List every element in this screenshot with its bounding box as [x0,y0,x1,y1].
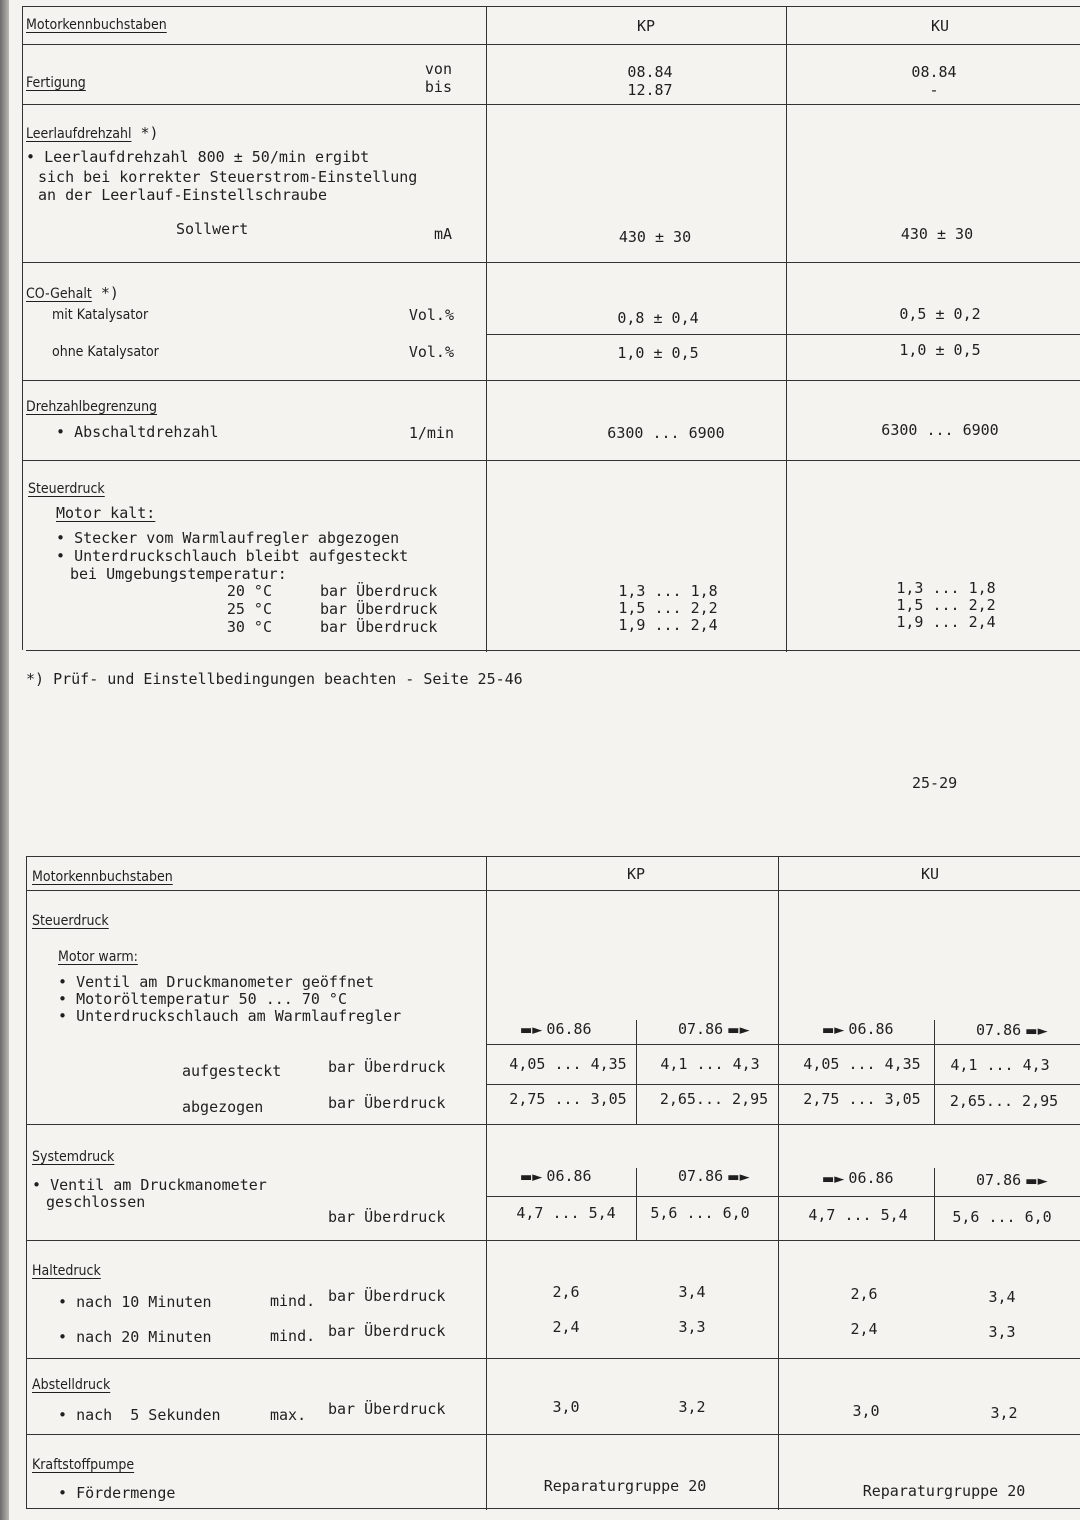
abstelldruck-row-1: nach 5 Sekunden [76,1406,221,1424]
label-bis: bis [424,78,452,96]
table-line [26,650,1080,651]
table-line [486,6,487,652]
value-ku-auf-before: 4,05 ... 4,35 [803,1055,921,1073]
bullet-icon: • [58,990,77,1008]
table-line [26,1124,1080,1125]
unit-bar: bar Überdruck [328,1400,446,1418]
value-ku-30: 1,9 ... 2,4 [896,613,996,631]
warm-bullet-1: Ventil am Druckmanometer geöffnet [76,973,375,991]
table-line [786,6,787,652]
bullet-icon: • [58,1328,77,1346]
unit-bar: bar Überdruck [328,1322,446,1340]
date-after: 07.86 [678,1020,724,1038]
date-after: 07.86 [678,1167,724,1185]
table-line [636,1168,637,1240]
section-label-drehzahl: Drehzahlbegrenzung [26,399,158,415]
value-kp-abstell-after: 3,2 [678,1398,706,1416]
header-label: Motorkennbuchstaben [32,869,173,885]
value-ku-25: 1,5 ... 2,2 [896,596,996,614]
section-label-kraftstoffpumpe: Kraftstoffpumpe [32,1457,135,1473]
bullet-text [26,148,369,166]
table-line [22,6,23,650]
value-ku-auf-after: 4,1 ... 4,3 [950,1056,1050,1074]
value-ku-drehzahl: 6300 ... 6900 [881,421,999,439]
steuerdruck-bullet-2: Unterdruckschlauch bleibt aufgesteckt [74,547,409,565]
systemdruck-line-2: geschlossen [46,1193,146,1211]
label-max: max. [270,1406,307,1424]
page-number: 25-29 [912,774,958,792]
bullet-icon: • [32,1176,51,1194]
unit-bar: bar Überdruck [320,618,438,636]
date-after: 07.86 [976,1021,1022,1039]
label-motor-warm: Motor warm: [58,949,138,965]
value-ku-abstell-before: 3,0 [852,1402,880,1420]
arrow-right-icon: ▬► [1021,1174,1048,1189]
label-foerdermenge: Fördermenge [76,1484,176,1502]
bullet-text [32,1176,267,1194]
table-line [26,1434,1080,1435]
value-ku-mit: 0,5 ± 0,2 [899,305,981,323]
value-ku-von: 08.84 [911,63,957,81]
footnote: *) Prüf- und Einstellbedingungen beachten - Seite 25-46 [26,670,523,688]
haltedruck-row-2: nach 20 Minuten [76,1328,212,1346]
value-kp-abstell-before: 3,0 [552,1398,580,1416]
value-kp-ab-after: 2,65... 2,95 [659,1090,769,1108]
value-ku-leerlauf: 430 ± 30 [900,225,974,243]
value-kp-drehzahl: 6300 ... 6900 [607,424,725,442]
table-line [26,856,1080,857]
page-binding-edge [0,0,9,1520]
unit-bar: bar Überdruck [320,600,438,618]
value-kp-auf-before: 4,05 ... 4,35 [509,1055,627,1073]
value-ku-bis: - [929,81,939,99]
bullet-text [58,1007,401,1025]
bullet-text [56,547,408,565]
arrow-right-icon: ▬► [520,1170,547,1185]
section-label-fertigung: Fertigung [26,75,86,91]
unit-vol: Vol.% [408,343,454,361]
table-line [22,460,1080,461]
value-kp-halte10-before: 2,6 [552,1283,580,1301]
value-ku-ab-before: 2,75 ... 3,05 [803,1090,921,1108]
leerlauf-line-2: sich bei korrekter Steuerstrom-Einstellung [38,168,418,186]
date-after-ku [976,1021,1048,1041]
value-ku-halte20-before: 2,4 [850,1320,878,1338]
date-before: 06.86 [848,1169,894,1187]
value-kp-20: 1,3 ... 1,8 [618,582,718,600]
date-before: 06.86 [546,1020,592,1038]
unit-bar: bar Überdruck [328,1094,446,1112]
value-kp-bis: 12.87 [627,81,673,99]
table-line [636,1020,637,1124]
bullet-icon: • [56,423,75,441]
value-ku-ohne: 1,0 ± 0,5 [899,341,981,359]
unit-bar: bar Überdruck [320,582,438,600]
bullet-icon: • [56,547,75,565]
steuerdruck-bullet-1: Stecker vom Warmlaufregler abgezogen [74,529,400,547]
value-kp-ohne: 1,0 ± 0,5 [617,344,699,362]
label-sollwert: Sollwert [176,220,249,238]
value-ku-halte10-after: 3,4 [988,1288,1016,1306]
section-label-co: CO-Gehalt [26,286,92,302]
table-line [26,1358,1080,1359]
label-ohne-katalysator: ohne Katalysator [52,344,159,360]
table-line [22,6,1080,7]
table-line [22,262,1080,263]
date-before: 06.86 [848,1020,894,1038]
bullet-icon: • [58,1007,77,1025]
arrow-right-icon: ▬► [723,1023,750,1038]
value-kp-sys-before: 4,7 ... 5,4 [516,1204,616,1222]
table-line [486,334,1080,335]
value-ku-ab-after: 2,65... 2,95 [949,1092,1059,1110]
unit-ma: mA [433,225,452,243]
warm-bullet-2: Motoröltemperatur 50 ... 70 °C [76,990,347,1008]
arrow-right-icon: ▬► [822,1023,849,1038]
value-ku-abstell-after: 3,2 [990,1404,1018,1422]
bullet-icon: • [58,1484,77,1502]
column-header-ku: KU [920,865,940,883]
value-kp-mit: 0,8 ± 0,4 [617,309,699,327]
value-kp-auf-after: 4,1 ... 4,3 [660,1055,760,1073]
value-kp-ab-before: 2,75 ... 3,05 [509,1090,627,1108]
table-line [22,44,1080,45]
table-line [934,1168,935,1240]
value-kp-25: 1,5 ... 2,2 [618,599,718,617]
haltedruck-row-1: nach 10 Minuten [76,1293,212,1311]
value-kp-halte10-after: 3,4 [678,1283,706,1301]
temp-20: 20 °C [226,582,272,600]
table-line [486,1044,1080,1045]
header-label: Motorkennbuchstaben [26,17,167,33]
value-ku-kraftstoff: Reparaturgruppe 20 [862,1482,1026,1500]
value-kp-halte20-after: 3,3 [678,1318,706,1336]
unit-1-min: 1/min [408,424,454,442]
value-kp-von: 08.84 [627,63,673,81]
footnote-mark: *) [140,124,159,142]
bullet-icon: • [58,1406,77,1424]
date-before-kp [520,1020,592,1040]
column-header-kp: KP [626,865,646,883]
arrow-right-icon: ▬► [1021,1024,1048,1039]
bullet-text [58,973,374,991]
arrow-right-icon: ▬► [723,1170,750,1185]
steuerdruck-line-3: bei Umgebungstemperatur: [70,565,287,583]
temp-25: 25 °C [226,600,272,618]
label-abgezogen: abgezogen [182,1098,264,1116]
bullet-text [58,1293,212,1311]
label-motor-kalt: Motor kalt: [56,504,156,522]
table-line [778,856,779,1510]
table-line [486,1196,1080,1197]
bullet-icon: • [56,529,75,547]
date-after-ku [976,1171,1048,1191]
table-line [486,856,487,1510]
footnote-mark: *) [100,284,119,302]
section-label-leerlauf: Leerlaufdrehzahl [26,126,132,142]
table-line [934,1020,935,1124]
value-kp-halte20-before: 2,4 [552,1318,580,1336]
leerlauf-line-3: an der Leerlauf-Einstellschraube [38,186,327,204]
date-after-kp [678,1020,750,1040]
section-leerlauf [26,124,159,143]
table-line [22,104,1080,105]
table-line [22,380,1080,381]
label-abschaltdrehzahl: Abschaltdrehzahl [74,423,219,441]
section-label-systemdruck: Systemdruck [32,1149,115,1165]
value-kp-kraftstoff: Reparaturgruppe 20 [543,1477,707,1495]
section-co [26,284,119,303]
unit-bar: bar Überdruck [328,1287,446,1305]
section-label-steuerdruck: Steuerdruck [28,481,105,497]
bullet-text [56,529,399,547]
systemdruck-line-1: Ventil am Druckmanometer [50,1176,267,1194]
date-before: 06.86 [546,1167,592,1185]
value-ku-20: 1,3 ... 1,8 [896,579,996,597]
table-line [26,856,27,1508]
bullet-icon: • [58,1293,77,1311]
value-kp-30: 1,9 ... 2,4 [618,616,718,634]
value-ku-sys-before: 4,7 ... 5,4 [808,1206,908,1224]
table-line [26,890,1080,891]
value-ku-sys-after: 5,6 ... 6,0 [952,1208,1052,1226]
leerlauf-line-1: Leerlaufdrehzahl 800 ± 50/min ergibt [44,148,370,166]
unit-vol: Vol.% [408,306,454,324]
label-mit-katalysator: mit Katalysator [52,307,149,323]
date-after: 07.86 [976,1171,1022,1189]
unit-bar: bar Überdruck [328,1058,446,1076]
date-before-ku [822,1169,894,1189]
column-header-kp: KP [636,17,656,35]
label-von: von [424,60,452,78]
bullet-text [58,1328,212,1346]
value-kp-leerlauf: 430 ± 30 [618,228,692,246]
section-label-abstelldruck: Abstelldruck [32,1377,111,1393]
table-line [26,1240,1080,1241]
bullet-text [56,423,219,441]
section-label-haltedruck: Haltedruck [32,1263,101,1279]
bullet-text [58,1484,175,1502]
arrow-right-icon: ▬► [520,1023,547,1038]
label-mind: mind. [270,1292,316,1310]
label-aufgesteckt: aufgesteckt [182,1062,282,1080]
table-line [486,1084,1080,1085]
bullet-icon: • [58,973,77,991]
table-line [26,1508,1080,1509]
date-before-kp [520,1167,592,1187]
value-ku-halte10-before: 2,6 [850,1285,878,1303]
arrow-right-icon: ▬► [822,1172,849,1187]
column-header-ku: KU [930,17,950,35]
section-label-steuerdruck: Steuerdruck [32,913,109,929]
date-after-kp [678,1167,750,1187]
label-mind: mind. [270,1327,316,1345]
warm-bullet-3: Unterdruckschlauch am Warmlaufregler [76,1007,402,1025]
date-before-ku [822,1020,894,1040]
bullet-text [58,1406,221,1424]
temp-30: 30 °C [226,618,272,636]
unit-bar: bar Überdruck [328,1208,446,1226]
bullet-text [58,990,347,1008]
value-ku-halte20-after: 3,3 [988,1323,1016,1341]
value-kp-sys-after: 5,6 ... 6,0 [650,1204,750,1222]
bullet-icon: • [26,148,45,166]
